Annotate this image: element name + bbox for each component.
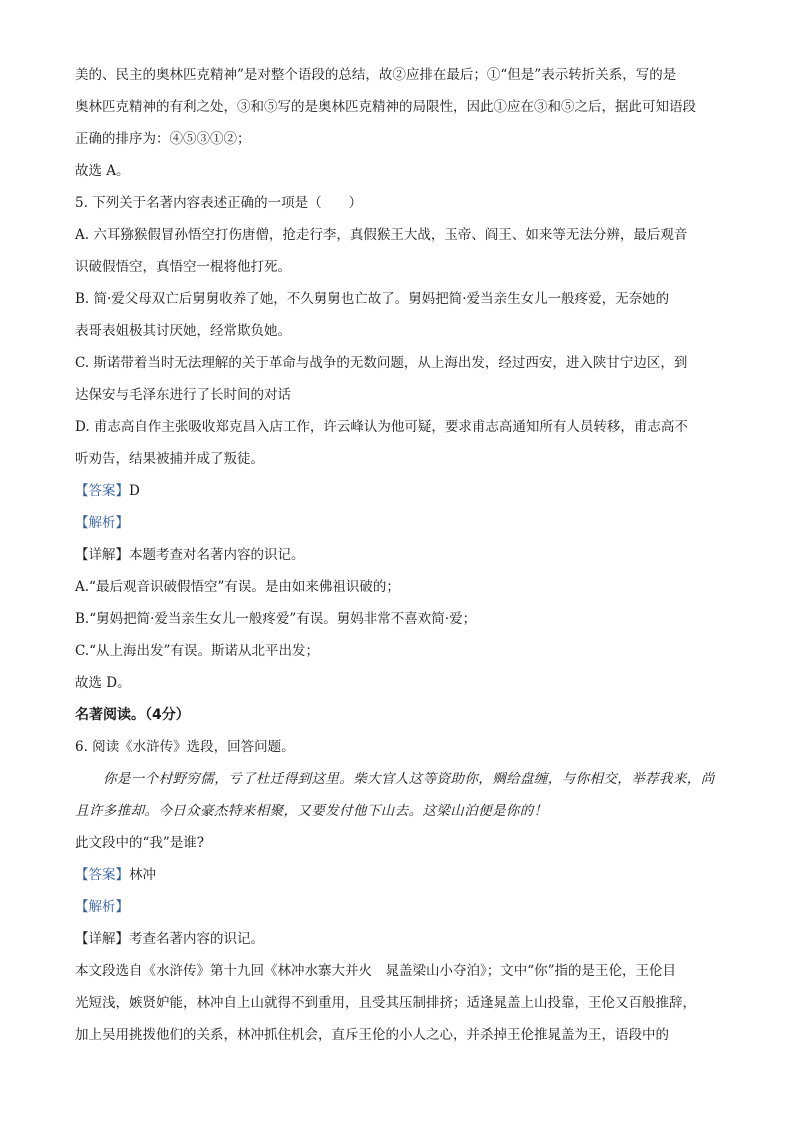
detail-text: 考查名著内容的识记。 bbox=[129, 931, 264, 947]
explain-line: C.“从上海出发”有误。斯诺从北平出发； bbox=[75, 643, 319, 659]
option-a-cont: 识破假悟空，真悟空一棍将他打死。 bbox=[75, 259, 291, 275]
text-line: 美的、民主的奥林匹克精神”是对整个语段的总结，故②应排在最后；①“但是”表示转折关系，写的是 bbox=[75, 67, 677, 83]
explain-line: B.“舅妈把简·爱当亲生女儿一般疼爱”有误。舅妈非常不喜欢简·爱； bbox=[75, 611, 477, 627]
q5-detail-line bbox=[75, 546, 305, 564]
text-line: 正确的排序为：④⑤③①②； bbox=[75, 131, 251, 147]
text-line: 奥林匹克精神的有利之处，③和⑤写的是奥林匹克精神的局限性，因此①应在③和⑤之后，据此可知语段 bbox=[75, 99, 696, 115]
answer-tag: 【答案】 bbox=[75, 483, 129, 499]
detail-tag: 【详解】 bbox=[75, 547, 129, 563]
answer-tag: 【答案】 bbox=[75, 867, 129, 883]
q6-detail-line bbox=[75, 930, 264, 948]
q5-analysis-tag: 【解析】 bbox=[75, 515, 129, 531]
option-c: C. 斯诺带着当时无法理解的关于革命与战争的无数问题，从上海出发，经过西安，进入陕甘宁边区，到 bbox=[75, 355, 688, 371]
explain-line: 本文段选自《水浒传》第十九回《林冲水寨大并火 晁盖梁山小夺泊》；文中“你”指的是王伦，王伦目 bbox=[75, 963, 677, 979]
q6-analysis-tag: 【解析】 bbox=[75, 899, 129, 915]
explain-line: 加上吴用挑拨他们的关系，林冲抓住机会，直斥王伦的小人之心，并杀掉王伦推晁盖为王，语段中的 bbox=[75, 1027, 669, 1043]
section-title: 名著阅读。（4分） bbox=[75, 707, 190, 723]
explain-line: 光短浅，嫉贤妒能，林冲自上山就得不到重用，且受其压制排挤；适逢晁盖上山投靠，王伦又百般推辞， bbox=[75, 995, 696, 1011]
answer-text: D bbox=[129, 483, 140, 499]
option-d-cont: 听劝告，结果被捕并成了叛徒。 bbox=[75, 451, 264, 467]
option-d: D. 甫志高自作主张吸收郑克昌入店工作，许云峰认为他可疑，要求甫志高通知所有人员转移，甫志高不 bbox=[75, 419, 688, 435]
option-a: A. 六耳猕猴假冒孙悟空打伤唐僧，抢走行李，真假猴王大战，玉帝、阎王、如来等无法分辨，最后观音 bbox=[75, 227, 688, 243]
passage-line: 你是一个村野穷儒，亏了杜迁得到这里。柴大官人这等资助你，赒给盘缠，与你相交，举荐我来，尚 bbox=[103, 771, 715, 787]
detail-tag: 【详解】 bbox=[75, 931, 129, 947]
detail-text: 本题考查对名著内容的识记。 bbox=[129, 547, 305, 563]
question-6-stem: 6. 阅读《水浒传》选段，回答问题。 bbox=[75, 739, 295, 755]
question-5-stem: 5. 下列关于名著内容表述正确的一项是（ ） bbox=[75, 195, 363, 211]
explain-line: 故选 D。 bbox=[75, 675, 131, 691]
answer-text: 林冲 bbox=[129, 867, 156, 883]
option-b-cont: 表哥表姐极其讨厌她，经常欺负她。 bbox=[75, 323, 291, 339]
option-c-cont: 达保安与毛泽东进行了长时间的对话 bbox=[75, 387, 291, 403]
question-6-question: 此文段中的“我”是谁? bbox=[75, 835, 205, 851]
option-b: B. 简·爱父母双亡后舅舅收养了她，不久舅舅也亡故了。舅妈把简·爱当亲生女儿一般疼爱，无奈她的 bbox=[75, 291, 670, 307]
passage-line: 且许多推却。今日众豪杰特来相聚，又要发付他下山去。这梁山泊便是你的！ bbox=[75, 803, 548, 819]
q6-answer-line bbox=[75, 866, 156, 884]
q5-answer-line bbox=[75, 482, 140, 500]
explain-line: A.“最后观音识破假悟空”有误。是由如来佛祖识破的； bbox=[75, 579, 400, 595]
text-line: 故选 A。 bbox=[75, 163, 130, 179]
